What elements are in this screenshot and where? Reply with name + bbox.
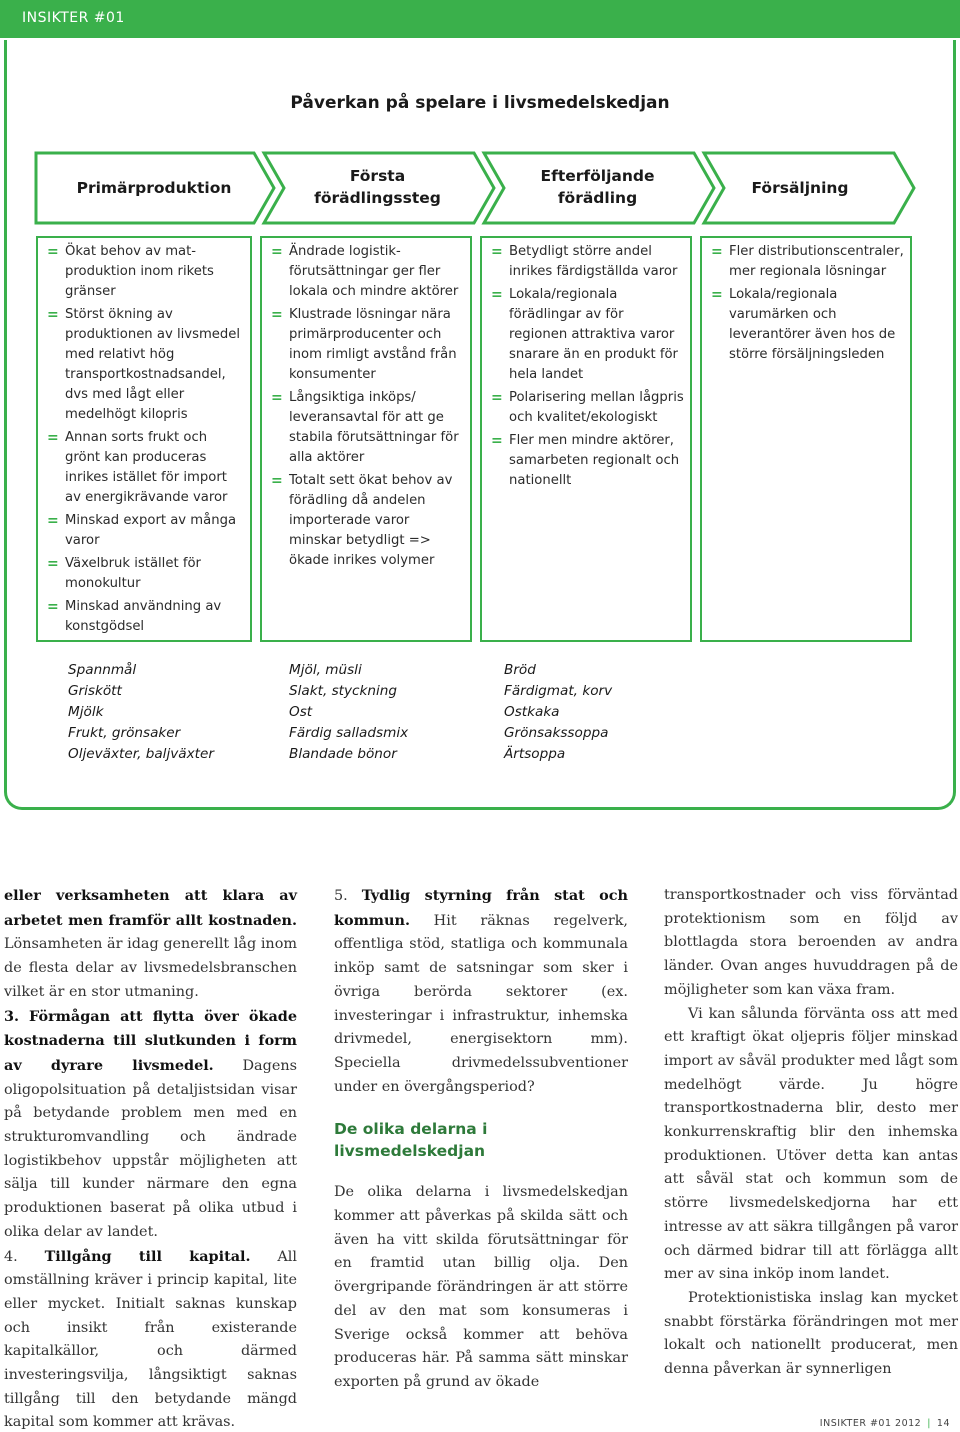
bullet-marker-icon: =	[271, 307, 283, 323]
stage-box-primarproduktion	[36, 236, 252, 642]
bullet-item: = Minskad export av många varor	[47, 513, 237, 548]
section-heading: De olika delarna i livsmedelskedjan	[334, 1120, 488, 1161]
footer-issue: INSIKTER #01 2012	[819, 1418, 922, 1429]
example-item: Oljeväxter, baljväxter	[68, 746, 214, 762]
bullet-marker-icon: =	[47, 599, 59, 615]
header-label: INSIKTER #01	[22, 10, 125, 26]
stage-box-forsta	[260, 236, 472, 642]
bullet-item: = Fler distributionscentraler, mer regionala lösningar	[711, 244, 904, 279]
bullet-item: = Störst ökning av produktionen av livsmedel med relativt hög transportkostnadsandel, dvs med lågt eller medelhögt kilopris	[47, 307, 241, 422]
bullet-item: = Betydligt större andel inrikes färdigställda varor	[491, 244, 678, 279]
bullet-item: = Polarisering mellan lågpris och kvalitet/ekologiskt	[491, 390, 684, 425]
stage-label-4: Försäljning	[751, 179, 849, 197]
paragraph: 3. Förmågan att flytta över ökade kostnaderna till slutkunden i form av dyrare livsmedel. Dagens oligopolsituation på detaljistsidan visar på betydande problem men med en strukturomvandling och ändrade logistikbehov uppstår möjligheten att sälja till kunder närmare den egna produktionen baserat på olika utbud i olika delar av landet.	[4, 1007, 298, 1240]
paragraph: transportkostnader och viss förväntad protektionism som en följd av blottlagda stora beroenden av andra länder. Ovan anges huvuddragen på de möjligheter som kan växa fram.	[664, 887, 958, 998]
example-item: Slakt, styckning	[289, 683, 398, 699]
paragraph: 5. Tydlig styrning från stat och kommun. Hit räknas regelverk, offentliga stöd, statliga och kommunala inköp samt de satsningar som sker i övriga berörda sektorer (ex. investeringar i infrastruktur, inhemska drivmedel, energisektorn mm). Speciella drivmedelssubventioner under en övergångsperiod?	[334, 887, 628, 1095]
bullet-marker-icon: =	[271, 473, 283, 489]
bullet-item: = Ökat behov av mat-produktion inom rikets gränser	[47, 244, 214, 299]
examples-primarproduktion	[68, 660, 214, 765]
example-item: Mjölk	[68, 704, 104, 720]
bullet-item: = Långsiktiga inköps/ leveransavtal för att ge stabila förutsättningar för alla aktörer	[271, 390, 459, 465]
paragraph: Protektionistiska inslag kan mycket snabbt förstärka förändringen mot mer lokalt och nationellt producerat, men denna påverkan är synnerligen	[664, 1289, 958, 1378]
example-item: Grönsakssoppa	[504, 725, 609, 741]
bullet-marker-icon: =	[491, 244, 503, 260]
bullet-item: = Totalt sett ökat behov av förädling då andelen importerade varor minskar betydligt => ökade inrikes volymer	[271, 473, 453, 568]
bullet-item: = Lokala/regionala förädlingar av för regionen attraktiva varor snarare än en produkt för hela landet	[491, 287, 678, 382]
stage-box-efterfoljande	[480, 236, 692, 642]
bullet-marker-icon: =	[47, 513, 59, 529]
bullet-marker-icon: =	[711, 287, 723, 303]
bullet-marker-icon: =	[47, 307, 59, 323]
paragraph: 4. Tillgång till kapital. All omställning kräver i princip kapital, lite eller mycket. Initialt saknas kunskap och insikt från existerande kapitalkällor, och därmed investeringsvilja, långsiktigt saknas tillgång till den betydande mängd kapital som kommer att krävas.	[4, 1247, 297, 1431]
example-item: Blandade bönor	[289, 746, 397, 762]
example-item: Ost	[289, 704, 313, 720]
bullet-item: = Fler men mindre aktörer, samarbeten regionalt och nationellt	[491, 433, 680, 488]
bullet-item: = Annan sorts frukt och grönt kan produceras inrikes istället för import av energikrävande varor	[47, 430, 228, 505]
example-item: Ostkaka	[504, 704, 560, 720]
example-item: Bröd	[504, 662, 536, 678]
header-bar	[0, 0, 960, 38]
bullet-marker-icon: =	[491, 287, 503, 303]
bullet-item: = Lokala/regionala varumärken och leverantörer även hos de större försäljningsleden	[711, 287, 896, 362]
stage-label-1: Primärproduktion	[76, 179, 232, 197]
bullet-item: = Ändrade logistik-förutsättningar ger fler lokala och mindre aktörer	[271, 244, 459, 299]
stage-label-3: Efterföljande förädling	[540, 167, 655, 208]
body-column-2	[334, 884, 628, 1395]
bullet-marker-icon: =	[271, 244, 283, 260]
page-number: 14	[936, 1418, 950, 1429]
paragraph: eller verksamheten att klara av arbetet men framför allt kostnaden. Lönsamheten är idag generellt låg inom de flesta delar av livsmedelsbranschen vilket är en stor utmaning.	[4, 887, 297, 1000]
bullet-item: = Växelbruk istället för monokultur	[47, 556, 201, 591]
examples-forsta	[289, 660, 408, 765]
example-item: Mjöl, müsli	[289, 662, 362, 678]
diagram-title: Påverkan på spelare i livsmedelskedjan	[290, 93, 670, 113]
example-item: Ärtsoppa	[504, 746, 566, 762]
bullet-item: = Klustrade lösningar nära primärproducenter och inom rimligt avstånd från konsumenter	[271, 307, 457, 382]
bullet-marker-icon: =	[711, 244, 723, 260]
stage-box-forsaljning	[700, 236, 912, 642]
bullet-marker-icon: =	[47, 556, 59, 572]
example-item: Frukt, grönsaker	[68, 725, 181, 741]
example-item: Färdigmat, korv	[504, 683, 613, 699]
body-column-3	[664, 884, 958, 1382]
paragraph: De olika delarna i livsmedelskedjan kommer att påverkas på skilda sätt och även ha vitt skilda förutsättningar för en framtid utan billig olja. Den övergripande förändringen är att större del av den mat som konsumeras i Sverige också kommer att behöva produceras här. På samma sätt minskar exporten på grund av ökade	[334, 1184, 628, 1390]
paragraph: Vi kan sålunda förvänta oss att med ett kraftigt ökat oljepris följer minskad import av såväl produkter med lågt som medelhögt värde. Ju högre transportkostnaderna blir, desto mer konkurrenskraftig blir den inhemska produktionen. Utöver detta kan antas att såväl stat och kommun som de större livsmedelskedjorna har ett intresse av att säkra tillgången på varor och därmed bidrar till att förlägga allt mer av sina inköp inom landet.	[664, 1005, 958, 1283]
example-item: Spannmål	[68, 662, 137, 678]
body-column-1	[4, 884, 297, 1432]
example-item: Färdig salladsmix	[289, 725, 409, 741]
bullet-marker-icon: =	[491, 433, 503, 449]
examples-efterfoljande	[504, 660, 612, 765]
bullet-marker-icon: =	[47, 244, 59, 260]
stage-label-2: Första förädlingssteg	[314, 167, 441, 208]
example-item: Griskött	[68, 683, 122, 699]
bullet-marker-icon: =	[491, 390, 503, 406]
bullet-item: = Minskad användning av konstgödsel	[47, 599, 222, 634]
footer-separator: |	[927, 1418, 931, 1429]
bullet-marker-icon: =	[271, 390, 283, 406]
page-footer	[820, 1418, 950, 1429]
bullet-marker-icon: =	[47, 430, 59, 446]
